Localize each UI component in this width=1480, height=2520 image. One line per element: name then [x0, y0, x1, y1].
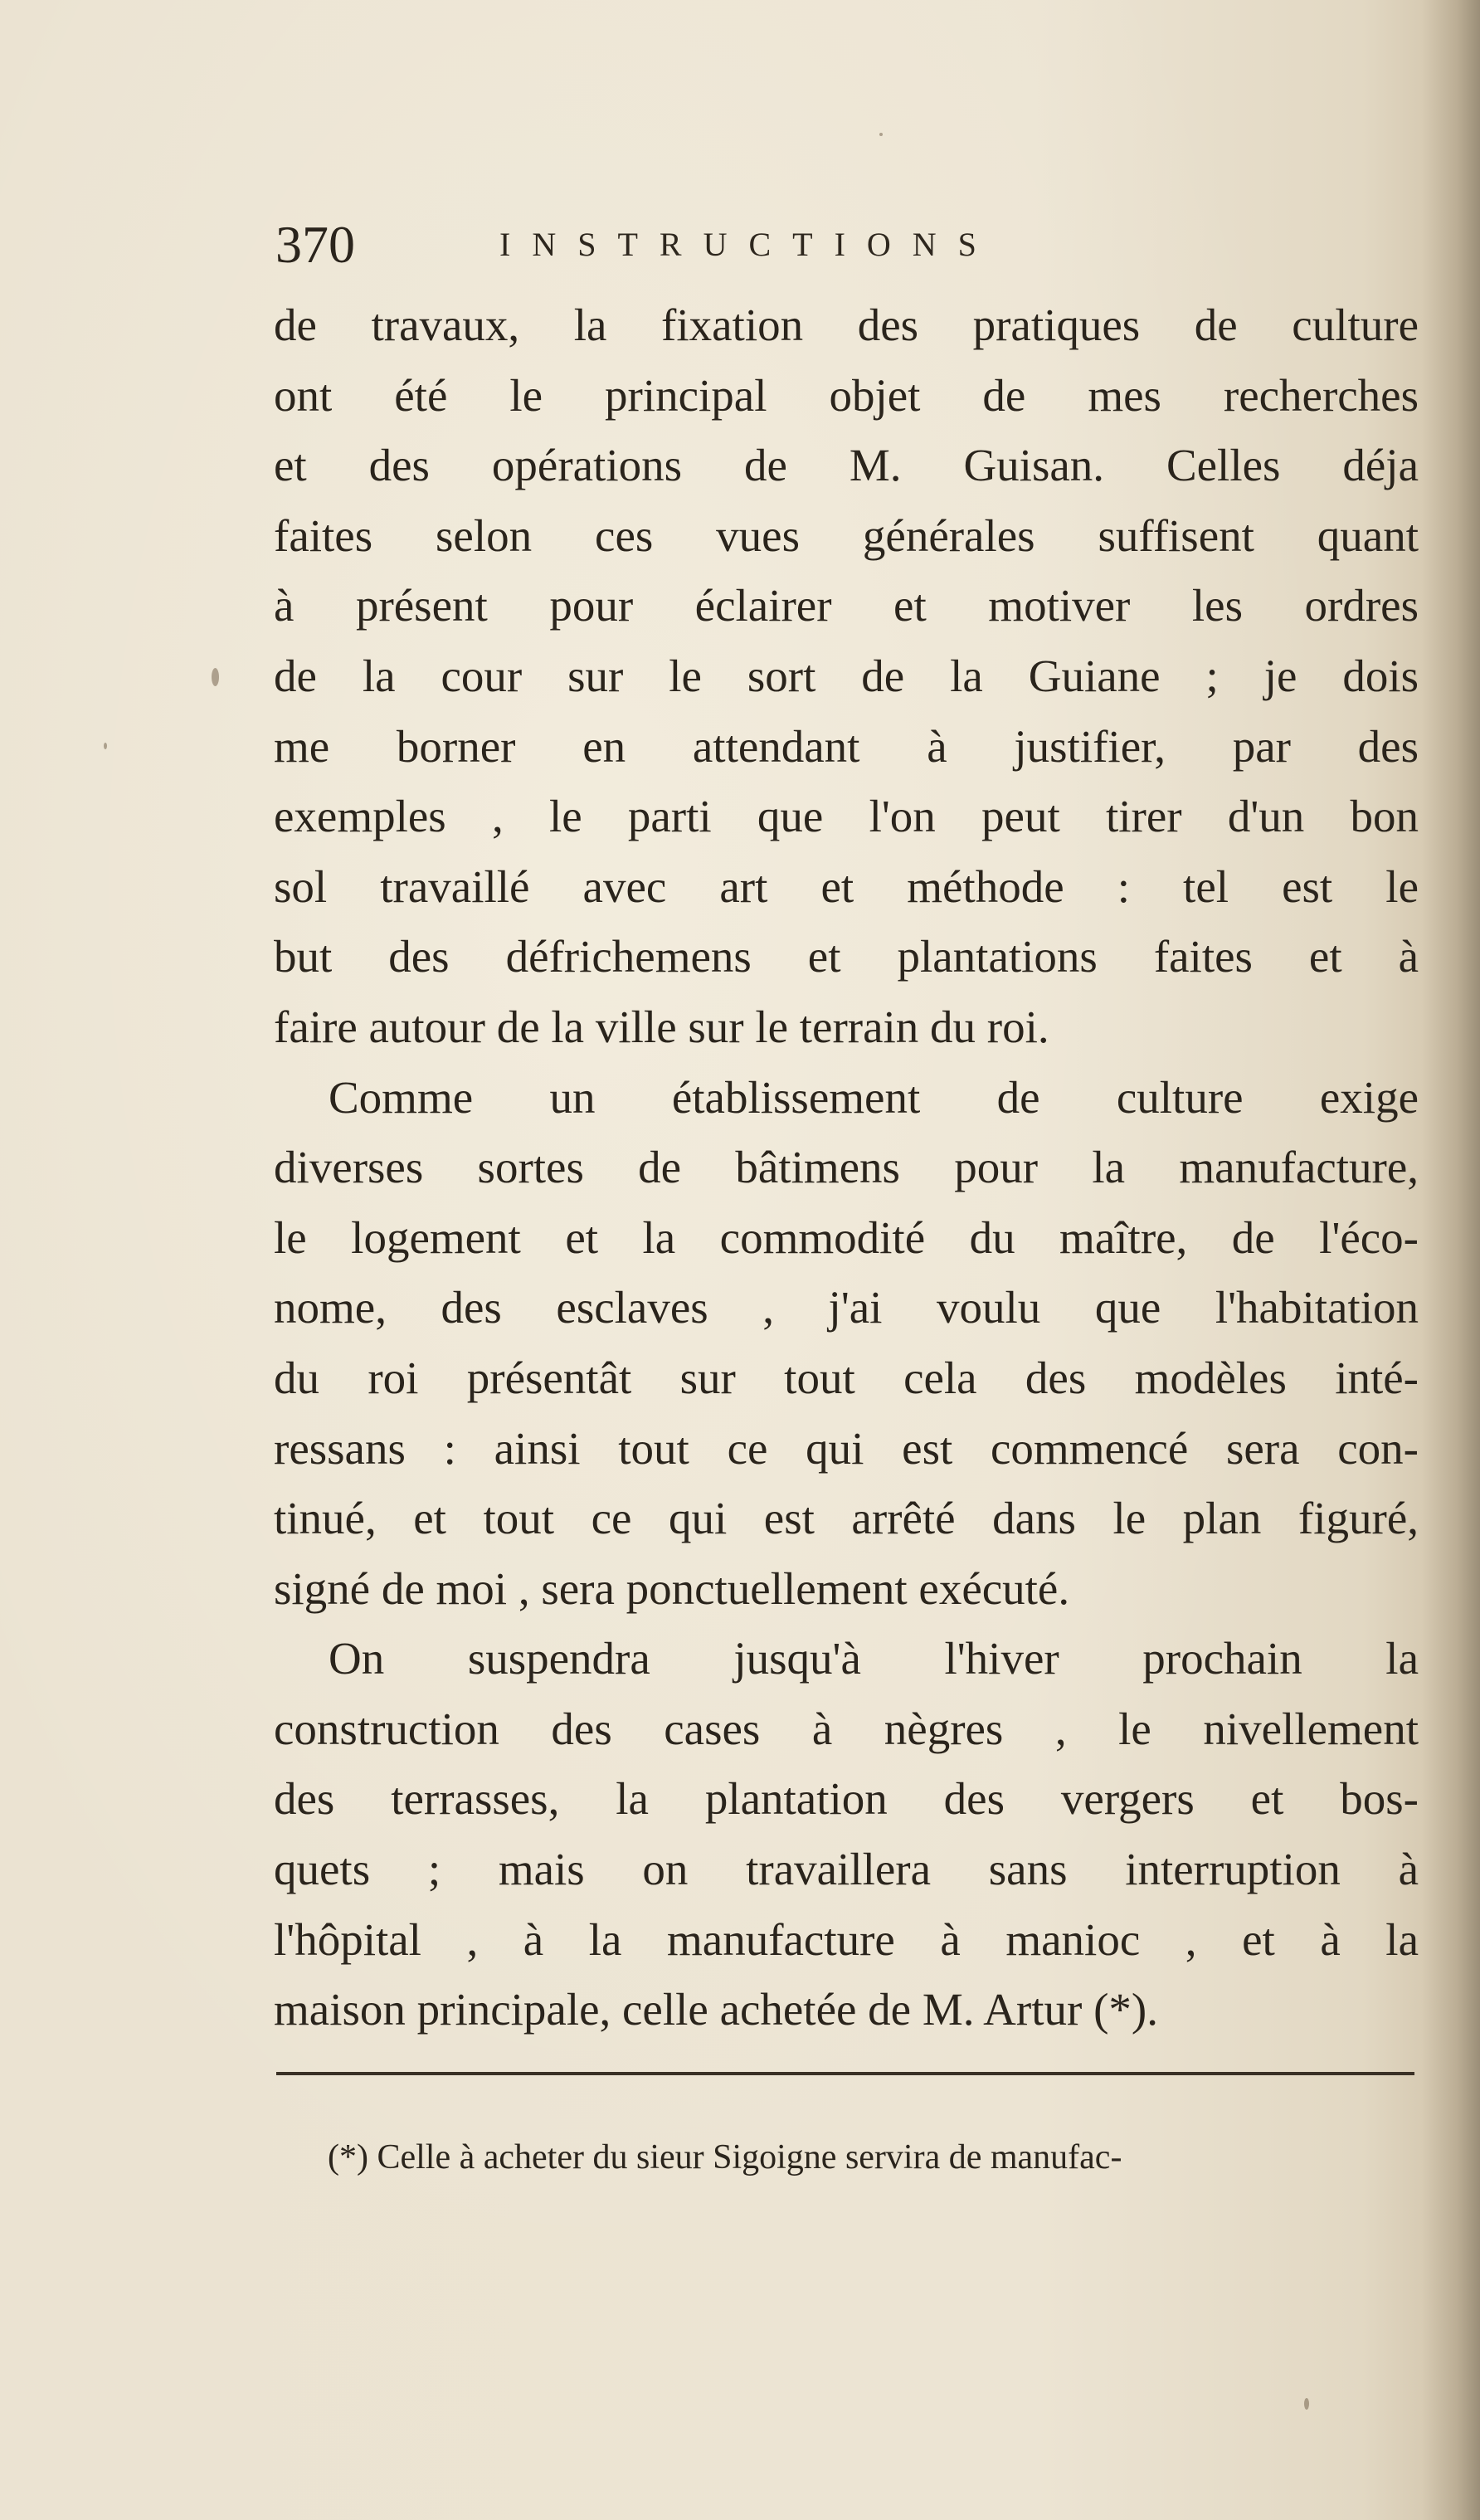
text-line: sol travaillé avec art et méthode : tel est le [274, 860, 1419, 912]
page-edge-shadow [1422, 0, 1480, 2520]
text-line: à présent pour éclairer et motiver les ordres [274, 580, 1419, 631]
paper-speck [1304, 2398, 1309, 2410]
footnote-rule [276, 2072, 1414, 2075]
text-line: signé de moi , sera ponctuellement exécuté. [274, 1562, 1070, 1614]
text-line: nome, des esclaves , j'ai voulu que l'habitation [274, 1282, 1419, 1333]
text-line: but des défrichemens et plantations faites et à [274, 931, 1419, 982]
running-title: INSTRUCTIONS [499, 226, 998, 263]
text-line: tinué, et tout ce qui est arrêté dans le plan figuré, [274, 1493, 1419, 1544]
text-line: diverses sortes de bâtimens pour la manufacture, [274, 1142, 1419, 1193]
text-line: maison principale, celle achetée de M. Artur (*). [274, 1984, 1158, 2035]
page-number: 370 [275, 215, 355, 274]
text-line: quets ; mais on travaillera sans interruption à [274, 1844, 1419, 1895]
text-line: me borner en attendant à justifier, par des [274, 720, 1419, 772]
text-line: ont été le principal objet de mes recherches [274, 369, 1419, 421]
text-line: Comme un établissement de culture exige [329, 1071, 1419, 1123]
text-line: des terrasses, la plantation des vergers et bos- [274, 1773, 1419, 1825]
text-line: On suspendra jusqu'à l'hiver prochain la [329, 1633, 1419, 1684]
text-line: et des opérations de M. Guisan. Celles déja [274, 440, 1419, 491]
running-head [275, 212, 1453, 278]
text-line: l'hôpital , à la manufacture à manioc , et à la [274, 1913, 1419, 1965]
paper-speck [104, 743, 107, 749]
body-text [274, 290, 1419, 2045]
text-line: faire autour de la ville sur le terrain du roi. [274, 1001, 1049, 1052]
text-line: construction des cases à nègres , le nivellement [274, 1703, 1419, 1754]
paragraph-3 [274, 1624, 1419, 2045]
text-line: le logement et la commodité du maître, de l'éco- [274, 1211, 1419, 1263]
paragraph-2 [274, 1063, 1419, 1625]
paper-speck [879, 133, 883, 136]
paragraph-1 [274, 290, 1419, 1063]
footnote: (*) Celle à acheter du sieur Sigoigne servira de manufac- [328, 2138, 1122, 2176]
text-line: du roi présentât sur tout cela des modèles inté- [274, 1352, 1419, 1403]
text-line: de la cour sur le sort de la Guiane ; je dois [274, 650, 1419, 701]
paper-speck [212, 668, 219, 686]
text-line: faites selon ces vues générales suffisent quant [274, 509, 1419, 561]
text-line: exemples , le parti que l'on peut tirer d'un bon [274, 791, 1419, 842]
text-line: ressans : ainsi tout ce qui est commencé sera con- [274, 1422, 1419, 1474]
text-line: de travaux, la fixation des pratiques de culture [274, 300, 1419, 350]
